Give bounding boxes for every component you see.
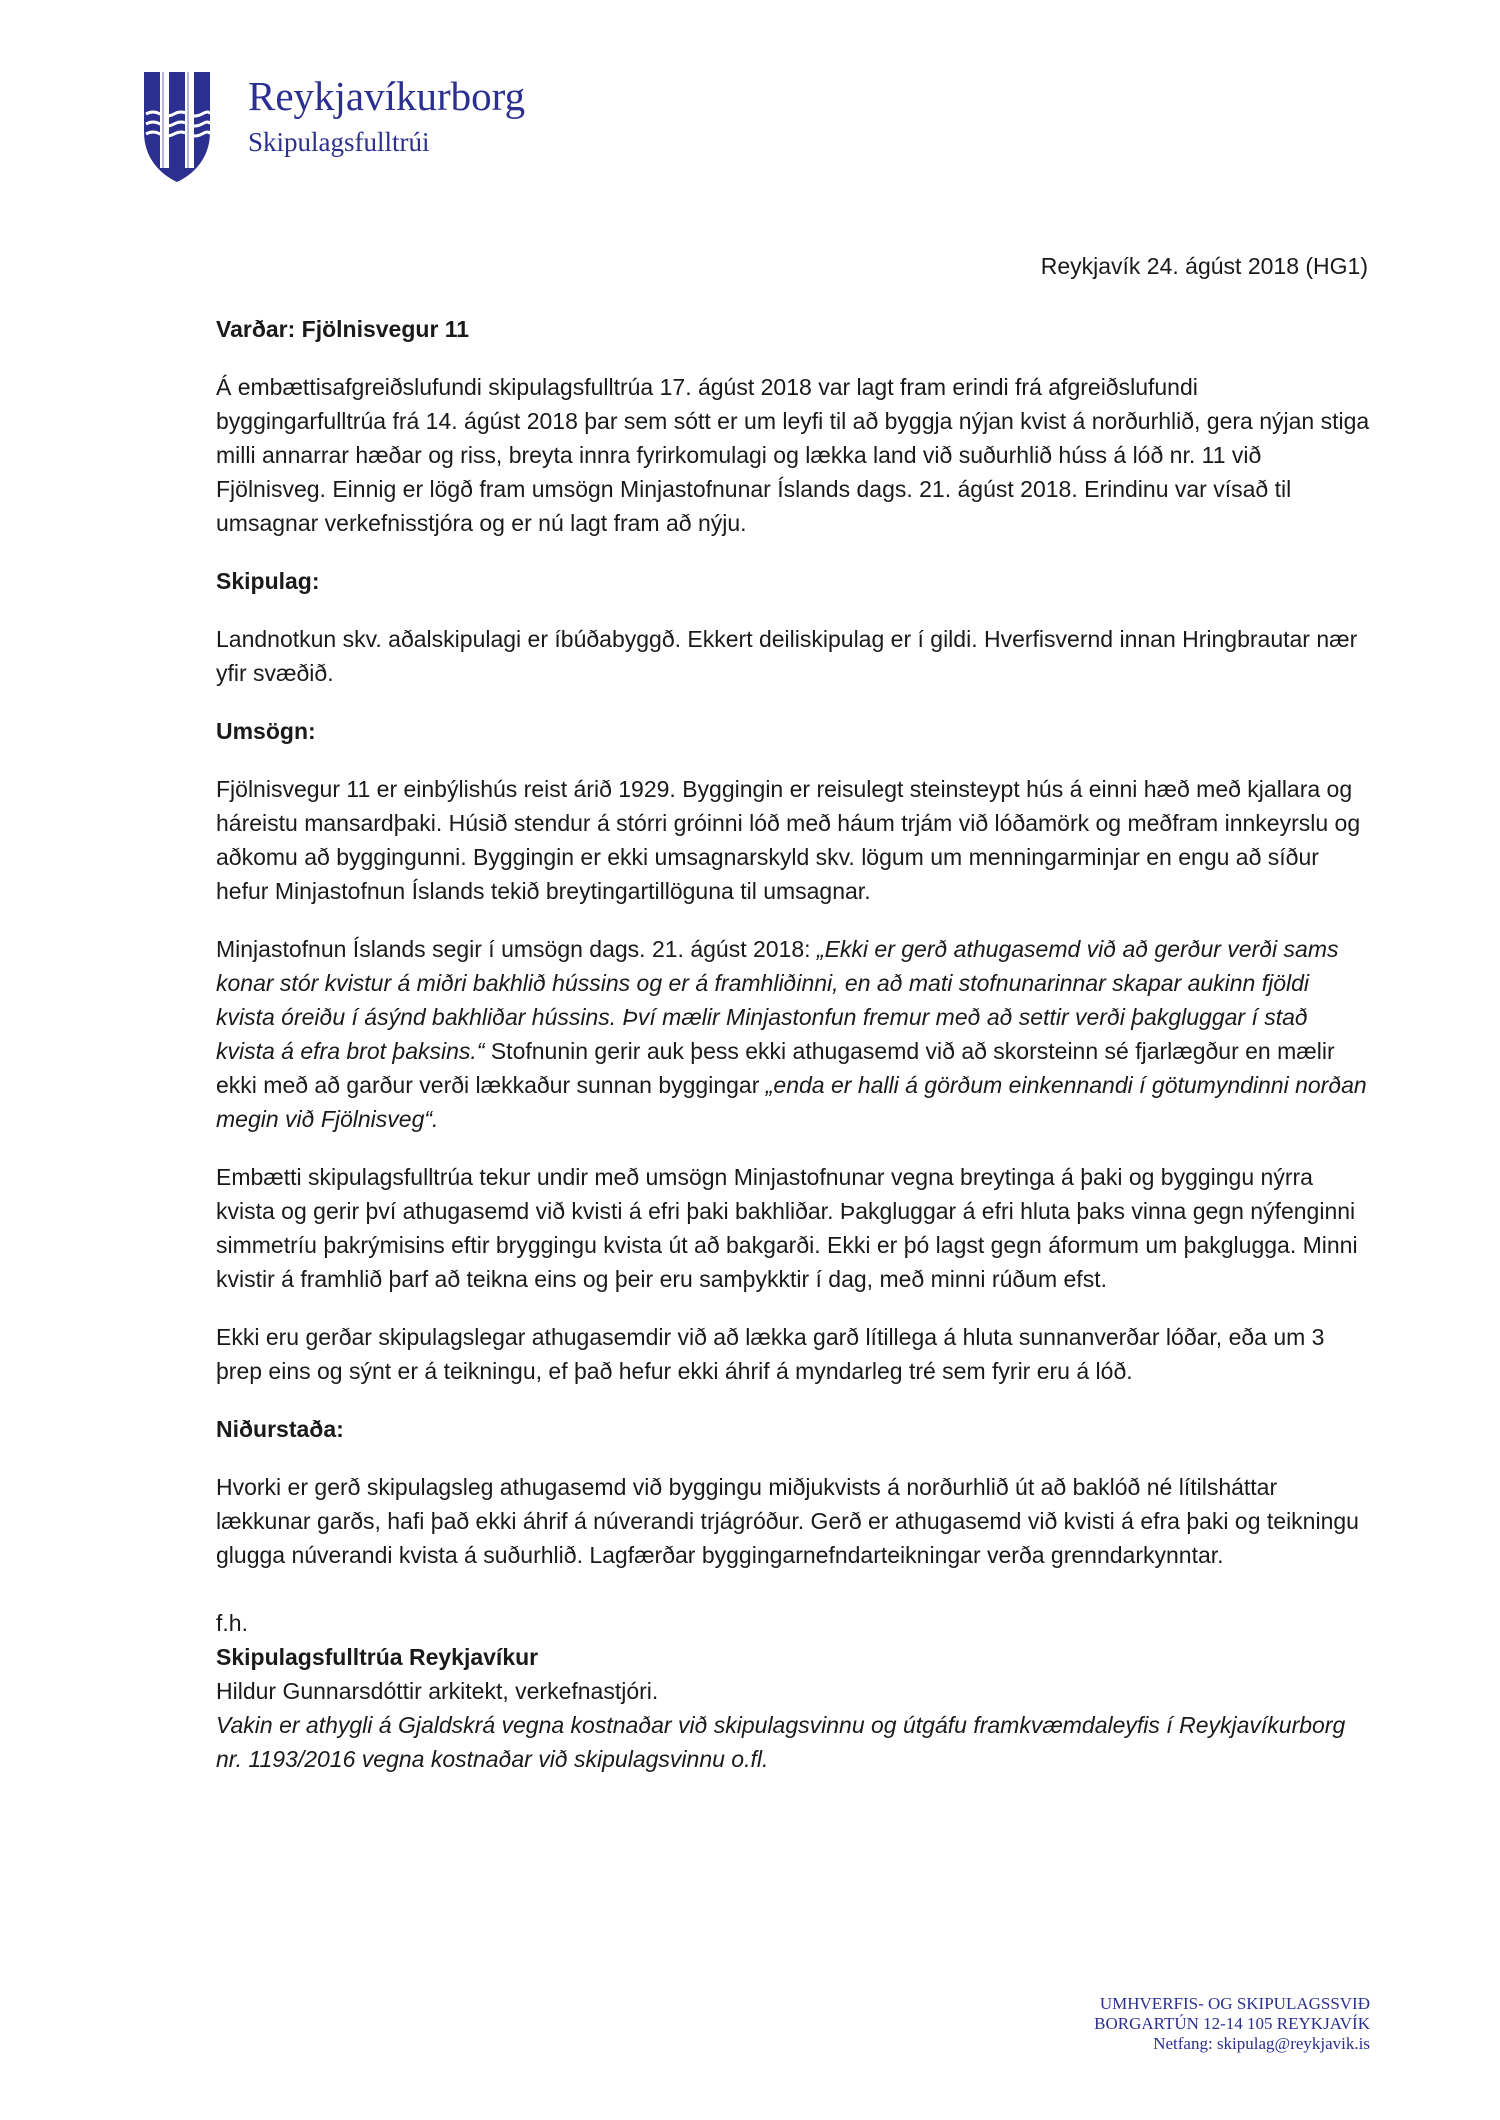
org-name: Reykjavíkurborg bbox=[248, 73, 526, 119]
umsogn-paragraph-2 bbox=[216, 932, 1371, 1136]
umsogn-heading: Umsögn: bbox=[216, 718, 316, 744]
umsogn-paragraph-1: Fjölnisvegur 11 er einbýlishús reist árið 1929. Byggingin er reisulegt steinsteypt hús á einni hæð með kjallara og háreistu mansardþaki. Húsið stendur á stórri gróinni lóð með háum trjám við lóðamörk og meðfram innkeyrslu og aðkomu að byggingunni. Byggingin er ekki umsagnarskyld skv. lögum um menningarminjar en engu að síður hefur Minjastofnun Íslands tekið breytingartillöguna til umsagnar. bbox=[216, 776, 1361, 904]
subject-line: Varðar: Fjölnisvegur 11 bbox=[216, 316, 470, 342]
umsogn-p2-middle: Stofnunin gerir auk þess ekki athugasemd við að skorsteinn sé fjarlægður en mælir ekki með að garður verði lækkaður sunnan byggingar bbox=[216, 1038, 1335, 1098]
department-name: Skipulagsfulltrúi bbox=[248, 127, 430, 157]
umsogn-paragraph-4: Ekki eru gerðar skipulagslegar athugasemdir við að lækka garð lítillega á hluta sunnanverðar lóðar, eða um 3 þrep eins og sýnt er á teikningu, ef það hefur ekki áhrif á myndarleg tré sem fyrir eru á lóð. bbox=[216, 1324, 1325, 1384]
letter-body bbox=[216, 312, 1371, 1800]
footer-department: UMHVERFIS- OG SKIPULAGSSVIÐ bbox=[1099, 1994, 1370, 2013]
signature-fh: f.h. bbox=[216, 1610, 248, 1636]
signature-name: Hildur Gunnarsdóttir arkitekt, verkefnastjóri. bbox=[216, 1678, 659, 1704]
umsogn-p2-intro: Minjastofnun Íslands segir í umsögn dags. 21. ágúst 2018: bbox=[216, 936, 817, 962]
skipulag-paragraph: Landnotkun skv. aðalskipulagi er íbúðabyggð. Ekkert deiliskipulag er í gildi. Hverfisvernd innan Hringbrautar nær yfir svæðið. bbox=[216, 626, 1358, 686]
footer-street: BORGARTÚN 12-14 105 REYKJAVÍK bbox=[1094, 2014, 1370, 2033]
fee-footnote: Vakin er athygli á Gjaldskrá vegna kostnaðar við skipulagsvinnu og útgáfu framkvæmdaleyfis í Reykjavíkurborg nr. 1193/2016 vegna kostnaðar við skipulagsvinnu o.fl. bbox=[216, 1712, 1346, 1772]
skipulag-heading: Skipulag: bbox=[216, 568, 320, 594]
minjastofnun-quote-2: „enda er halli á görðum einkennandi í götumyndinni norðan megin við Fjölnisveg“. bbox=[216, 1072, 1367, 1132]
minjastofnun-quote-1: „Ekki er gerð athugasemd við að gerður verði sams konar stór kvistur á miðri bakhlið hússins og er á framhliðinni, en að mati stofnunarinnar skapar aukinn fjöldi kvista óreiðu í ásýnd bakhliðar hússins. Því mælir Minjastonfun fremur með að settir verði þakgluggar í stað kvista á efra brot þaksins.“ bbox=[216, 936, 1339, 1064]
intro-paragraph: Á embættisafgreiðslufundi skipulagsfulltrúa 17. ágúst 2018 var lagt fram erindi frá afgreiðslufundi byggingarfulltrúa frá 14. ágúst 2018 þar sem sótt er um leyfi til að byggja nýjan kvist á norðurhlið, gera nýjan stiga milli annarrar hæðar og riss, breyta innra fyrirkomulagi og lækka land við suðurhlið húss á lóð nr. 11 við Fjölnisveg. Einnig er lögð fram umsögn Minjastofnunar Íslands dags. 21. ágúst 2018. Erindinu var vísað til umsagnar verkefnisstjóra og er nú lagt fram að nýju. bbox=[216, 374, 1370, 536]
reykjavik-coat-of-arms-icon bbox=[142, 70, 212, 184]
umsogn-paragraph-3: Embætti skipulagsfulltrúa tekur undir með umsögn Minjastofnunar vegna breytinga á þaki og byggingu nýrra kvista og gerir því athugasemd við kvisti á efri þaki bakhliðar. Þakgluggar á efri hluta þaks vinna gegn nýfenginni simmetríu þakrýmisins eftir bryggingu kvista út að bakgarði. Ekki er þó lagst gegn áformum um þakglugga. Minni kvistir á framhlið þarf að teikna eins og þeir eru samþykktir í dag, með minni rúðum efst. bbox=[216, 1164, 1358, 1292]
signature-title: Skipulagsfulltrúa Reykjavíkur bbox=[216, 1644, 539, 1670]
signature-block bbox=[216, 1606, 1371, 1708]
footer-email: Netfang: skipulag@reykjavik.is bbox=[1153, 2034, 1370, 2053]
nidurstada-heading: Niðurstaða: bbox=[216, 1416, 344, 1442]
date-line: Reykjavík 24. ágúst 2018 (HG1) bbox=[1040, 253, 1368, 279]
nidurstada-paragraph: Hvorki er gerð skipulagsleg athugasemd við byggingu miðjukvists á norðurhlið út að baklóð né lítilsháttar lækkunar garðs, hafi það ekki áhrif á núverandi trjágróður. Gerð er athugasemd við kvisti á efra þaki og teikningu glugga núverandi kvista á suðurhlið. Lagfærðar byggingarnefndarteikningar verða grenndarkynntar. bbox=[216, 1474, 1359, 1568]
footer-address bbox=[1094, 1994, 1370, 2054]
